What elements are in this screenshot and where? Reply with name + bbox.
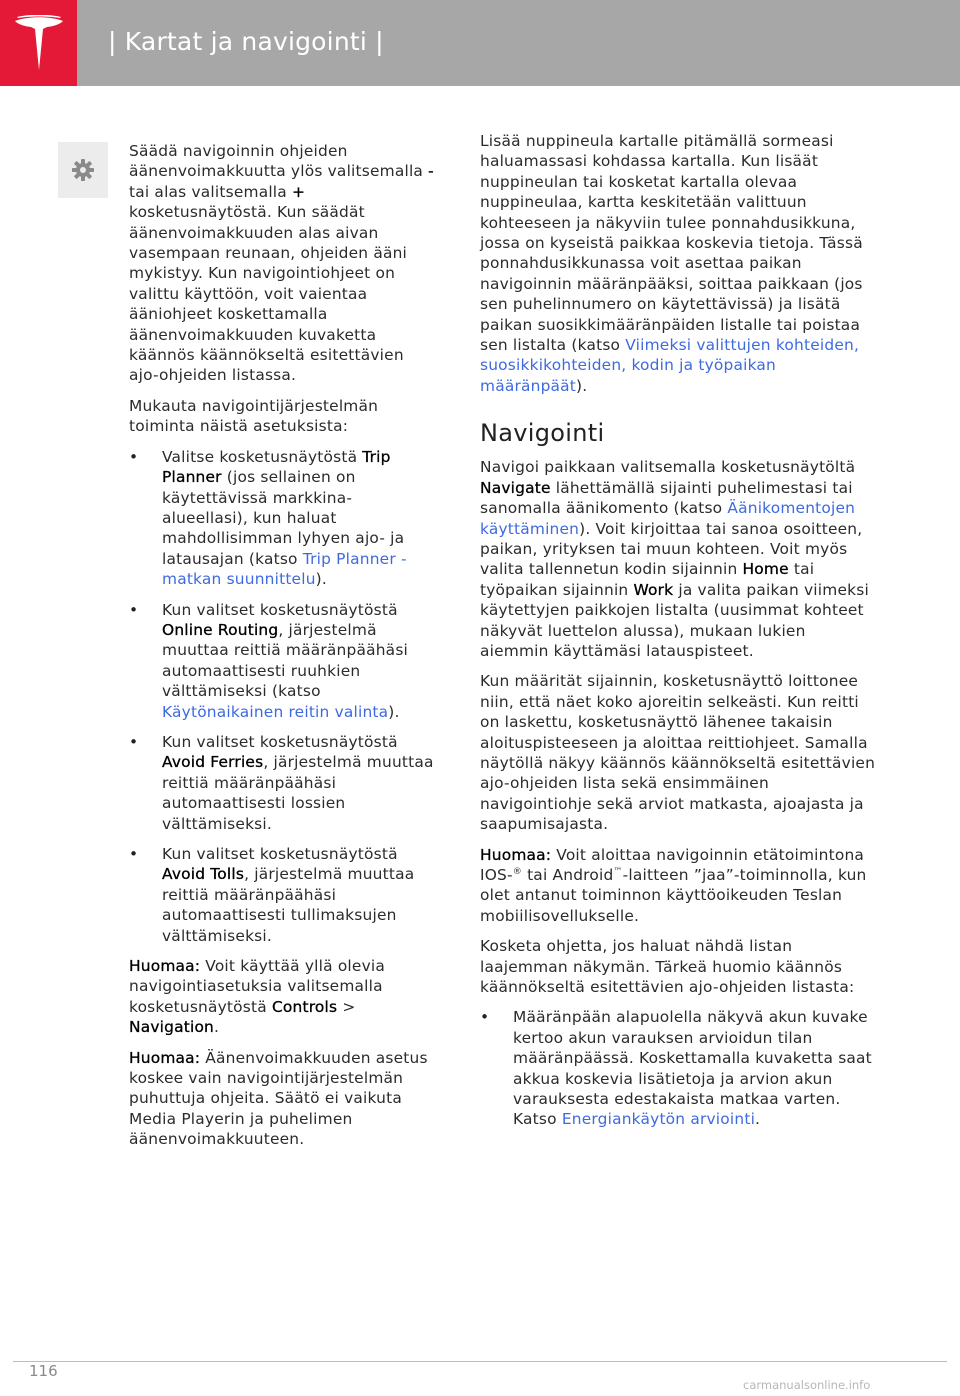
page-header — [0, 0, 960, 86]
directions-paragraph: Kosketa ohjetta, jos haluat nähdä listan laajemman näkymän. Tärkeä huomio käännös käännökseltä esitettävien ajo-ohjeiden listasta: — [480, 937, 855, 997]
text: lähettämällä sijainti puhelimestasi tai sanomalla äänikomento (katso — [480, 478, 853, 518]
note-controls — [129, 956, 434, 1038]
registered-mark: ® — [512, 866, 522, 877]
text: Kun valitset kosketusnäytöstä — [162, 600, 398, 619]
page-title: | Kartat ja navigointi | — [108, 27, 384, 56]
pin-paragraph — [480, 131, 878, 396]
list-item — [129, 600, 434, 722]
trip-planner-label: Trip Planner — [162, 447, 391, 487]
note-label: Huomaa: — [480, 845, 552, 864]
text: Voit käyttää yllä olevia navigointiasetuksia valitsemalla kosketusnäytöstä — [129, 957, 385, 1016]
directions-list — [480, 1007, 878, 1129]
left-column — [129, 141, 434, 1160]
controls-label: Controls — [271, 997, 338, 1016]
navigate-paragraph — [480, 457, 878, 661]
text: Voit aloittaa navigoinnin etätoimintona IOS- — [480, 845, 865, 884]
navigation-label: Navigation — [129, 1018, 215, 1037]
trademark-mark: ™ — [613, 866, 623, 877]
minus-control-label: - — [428, 162, 434, 181]
volume-paragraph — [129, 141, 434, 386]
trip-planner-link[interactable]: Trip Planner - matkan suunnittelu — [162, 549, 407, 589]
note-volume — [129, 1048, 434, 1150]
text: . — [214, 1018, 220, 1037]
watermark: carmanualsonline.info — [743, 1378, 871, 1392]
route-paragraph: Kun määrität sijainnin, kosketusnäyttö loittonee niin, että näet koko ajoreitin selkeästi. Kun reitti on laskettu, kosketusnäyttö lähenee takaisin aloituspisteeseen ja aloittaa reittiohjeet. Samalla näytöllä näkyy käännös käännökseltä esitettävien ajo-ohjeiden lista sekä ensimmäinen navigointiohje sekä arviot matkasta, ajoajasta ja saapumisajasta. — [480, 672, 876, 834]
avoid-tolls-label: Avoid Tolls — [162, 865, 245, 884]
plus-control-label: + — [292, 182, 306, 201]
tesla-logo-icon — [13, 15, 65, 71]
avoid-ferries-label: Avoid Ferries — [162, 753, 264, 772]
text: Äänenvoimakkuuden asetus koskee vain navigointijärjestelmän puhuttuja ohjeita. Säätö ei vaikuta Media Playerin ja puhelimen äänenvoimakkuuteen. — [129, 1048, 428, 1149]
online-routing-link[interactable]: Käytönaikainen reitin valinta — [162, 702, 389, 721]
text: , järjestelmä muuttaa reittiä määränpäähäsi automaattisesti ruuhkien välttämiseksi (katso — [162, 620, 409, 701]
text: ). — [388, 702, 400, 721]
text: ). — [576, 376, 588, 395]
text: , järjestelmä muuttaa reittiä määränpäähäsi automaattisesti lossien välttämiseksi. — [162, 753, 434, 833]
list-item — [129, 732, 434, 834]
home-label: Home — [742, 560, 789, 579]
voice-commands-link[interactable]: Äänikomentojen käyttäminen — [480, 499, 856, 538]
text: Säädä navigoinnin ohjeiden äänenvoimakkuutta ylös valitsemalla — [129, 142, 429, 181]
page-number: 116 — [29, 1362, 58, 1380]
text: (jos sellainen on käytettävissä markkina-alueellasi), kun haluat mahdollisimman lyhyen ajo- ja latausajan (katso — [162, 468, 405, 568]
text: Valitse kosketusnäytöstä — [162, 447, 363, 466]
brand-logo — [0, 0, 77, 86]
note-label: Huomaa: — [129, 957, 201, 976]
text: Navigoi paikkaan valitsemalla kosketusnäytöltä — [480, 458, 856, 477]
work-label: Work — [633, 580, 674, 599]
text: tai työpaikan sijainnin — [480, 560, 815, 599]
text: ). Voit kirjoittaa tai sanoa osoitteen, paikan, yrityksen tai muun kohteen. Voit myös valita tallennetun kodin sijainnin — [480, 519, 863, 579]
energy-estimate-link[interactable]: Energiankäytön arviointi — [561, 1110, 756, 1129]
text: ). — [315, 570, 327, 589]
text: > — [337, 997, 356, 1016]
text: tai Android — [521, 866, 614, 884]
text: ja valita paikan viimeksi käytettyjen paikkojen listalta (uusimmat kohteet näkyvät luettelon alussa), mukaan lukien aiemmin käyttämäsi latauspisteet. — [480, 580, 869, 660]
settings-marker — [58, 142, 108, 198]
footer-divider — [13, 1361, 947, 1362]
text: Lisää nuppineula kartalle pitämällä sormeasi haluamassasi kohdassa kartalla. Kun lisäät nuppineulan tai kosketat kartalla olevaa nuppineulaa, kartta keskitetään valittuun kohteeseen ja näkyviin tulee ponnahdusikkuna, jossa on kyseistä paikkaa koskevia tietoja. Tässä ponnahdusikkunassa voit asettaa paikan navigoinnin määränpääksi, soittaa paikkaan (jos sen puhelinnumero on käytettävissä) ja lisätä paikan suosikkimääränpäiden listalle tai poistaa sen listalta (katso — [480, 132, 863, 355]
favorites-link[interactable]: Viimeksi valittujen kohteiden, suosikkikohteiden, kodin ja työpaikan määränpäät — [480, 336, 860, 395]
text: kosketusnäytöstä. Kun säädät äänenvoimakkuuden alas aivan vasempaan reunaan, ohjeiden ääni mykistyy. Kun navigointiohjeet on valittu käyttöön, voit vaientaa ääniohjeet koskettamalla äänenvoimakkuuden kuvaketta käännös käännökseltä esitettävien ajo-ohjeiden listassa. — [129, 203, 408, 385]
text: . — [755, 1110, 761, 1129]
text: Määränpään alapuolella näkyvä akun kuvake kertoo akun varauksen arvioidun tilan määränpäässä. Koskettamalla kuvaketta saat akkua koskevia lisätietoja ja arvion akun varauksesta edestakaista matkaa varten. Katso — [513, 1008, 872, 1129]
text: Kun valitset kosketusnäytöstä — [162, 732, 398, 751]
settings-intro: Mukauta navigointijärjestelmän toiminta näistä asetuksista: — [129, 396, 379, 436]
text: tai alas valitsemalla — [129, 182, 292, 201]
navigate-label: Navigate — [480, 478, 551, 497]
settings-list — [129, 447, 434, 946]
right-column — [480, 131, 878, 1140]
text: Kun valitset kosketusnäytöstä — [162, 845, 398, 863]
note-label: Huomaa: — [129, 1048, 201, 1067]
list-item — [129, 844, 434, 946]
list-item — [480, 1007, 878, 1129]
gear-icon — [71, 158, 95, 182]
note-remote — [480, 845, 878, 927]
section-heading: Navigointi — [480, 419, 605, 448]
list-item — [129, 447, 434, 590]
text: , järjestelmä muuttaa reittiä määränpäähäsi automaattisesti tullimaksujen välttämiseksi. — [162, 865, 415, 945]
online-routing-label: Online Routing — [162, 620, 279, 639]
text: -laitteen ”jaa”-toiminnolla, kun olet antanut toiminnon käyttöoikeuden Teslan mobiilisovellukselle. — [480, 866, 867, 925]
